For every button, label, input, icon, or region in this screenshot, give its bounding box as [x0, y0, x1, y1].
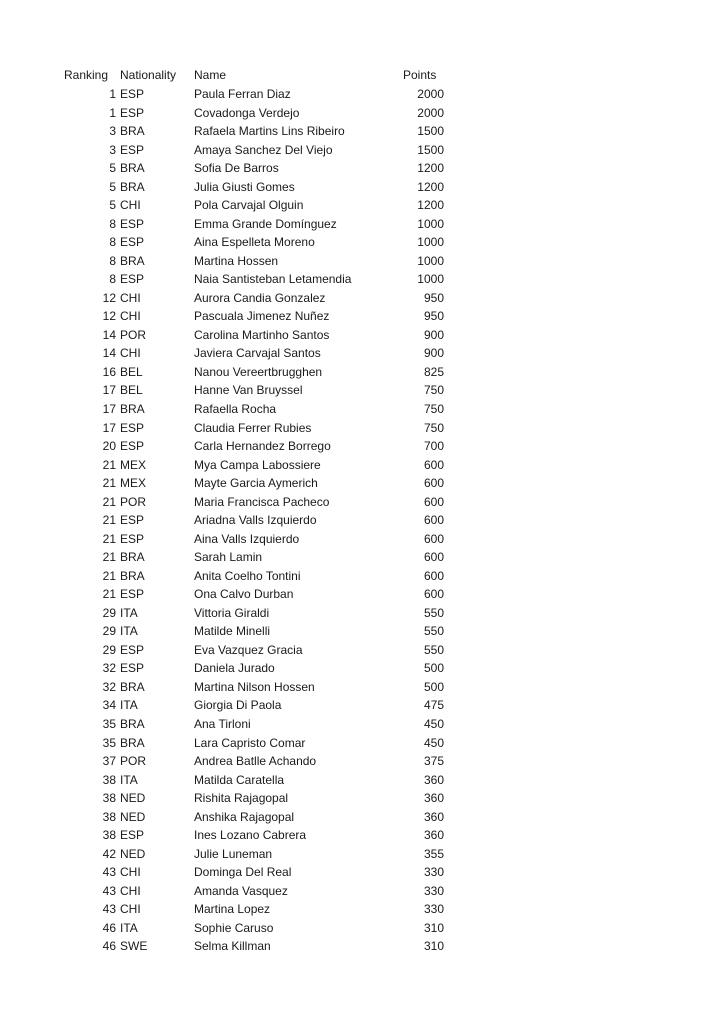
- cell-ranking: 21: [102, 476, 116, 491]
- header-name: Name: [194, 68, 227, 82]
- table-row: [0, 567, 724, 586]
- cell-nationality: CHI: [120, 865, 141, 880]
- table-row: [0, 808, 724, 827]
- cell-name: Rafaella Rocha: [194, 402, 277, 416]
- cell-ranking: 38: [102, 809, 116, 824]
- cell-nationality: CHI: [120, 309, 141, 324]
- cell-name: Anita Coelho Tontini: [194, 568, 301, 583]
- table-row: [0, 289, 724, 308]
- table-row: [0, 159, 724, 178]
- cell-nationality: BRA: [120, 550, 145, 565]
- cell-nationality: MEX: [120, 457, 147, 472]
- table-row: [0, 771, 724, 790]
- cell-name: Rafaela Martins Lins Ribeiro: [194, 124, 345, 139]
- cell-points: 1500: [417, 142, 444, 157]
- cell-nationality: NED: [120, 791, 146, 806]
- cell-nationality: BRA: [120, 735, 145, 750]
- cell-points: 330: [423, 865, 444, 880]
- cell-name: Dominga Del Real: [194, 865, 292, 880]
- cell-points: 450: [423, 735, 444, 750]
- cell-points: 500: [423, 661, 444, 676]
- cell-nationality: CHI: [120, 198, 141, 213]
- cell-nationality: ITA: [120, 605, 138, 620]
- cell-nationality: ITA: [120, 698, 138, 713]
- table-row: [0, 233, 724, 252]
- cell-ranking: 8: [109, 272, 116, 287]
- table-row: [0, 789, 724, 808]
- cell-name: Aurora Candia Gonzalez: [194, 290, 326, 305]
- table-row: [0, 604, 724, 623]
- cell-points: 750: [423, 383, 444, 398]
- cell-name: Matilda Caratella: [194, 772, 285, 787]
- cell-points: 550: [423, 642, 444, 657]
- cell-name: Matilde Minelli: [194, 624, 271, 639]
- cell-name: Sofia De Barros: [194, 161, 279, 176]
- cell-points: 2000: [417, 87, 444, 101]
- cell-ranking: 8: [109, 235, 116, 250]
- cell-ranking: 17: [102, 420, 116, 435]
- cell-nationality: BRA: [120, 179, 145, 194]
- cell-ranking: 21: [102, 550, 116, 565]
- table-row: [0, 122, 724, 141]
- cell-ranking: 46: [102, 920, 116, 935]
- table-row: [0, 270, 724, 289]
- cell-name: Martina Lopez: [194, 902, 271, 917]
- cell-nationality: CHI: [120, 290, 141, 305]
- cell-points: 330: [423, 902, 444, 917]
- cell-nationality: POR: [120, 327, 147, 342]
- cell-ranking: 1: [109, 87, 116, 101]
- table-row: [0, 437, 724, 456]
- table-row: [0, 419, 724, 438]
- cell-points: 600: [423, 476, 444, 491]
- cell-points: 360: [423, 809, 444, 824]
- table-row: [0, 252, 724, 271]
- table-row: [0, 734, 724, 753]
- cell-points: 1200: [417, 198, 444, 213]
- table-row: [0, 937, 724, 956]
- cell-points: 600: [423, 457, 444, 472]
- cell-ranking: 1: [109, 105, 116, 120]
- cell-points: 1200: [417, 179, 444, 194]
- cell-name: Nanou Vereertbrugghen: [194, 364, 323, 379]
- cell-nationality: ESP: [120, 642, 145, 657]
- cell-name: Aina Espelleta Moreno: [194, 235, 315, 250]
- cell-ranking: 17: [102, 402, 116, 416]
- cell-points: 600: [423, 494, 444, 509]
- cell-nationality: ESP: [120, 513, 145, 528]
- cell-nationality: ESP: [120, 87, 145, 101]
- table-row: [0, 474, 724, 493]
- cell-ranking: 42: [102, 846, 116, 861]
- table-row: [0, 622, 724, 641]
- cell-ranking: 21: [102, 494, 116, 509]
- cell-points: 310: [423, 939, 444, 954]
- cell-ranking: 29: [102, 642, 116, 657]
- cell-nationality: BEL: [120, 364, 143, 379]
- header-points: Points: [403, 68, 437, 82]
- cell-points: 550: [423, 605, 444, 620]
- table-row: [0, 493, 724, 512]
- table-row: [0, 511, 724, 530]
- cell-points: 450: [423, 717, 444, 732]
- table-row: [0, 307, 724, 326]
- cell-name: Paula Ferran Diaz: [194, 87, 291, 101]
- cell-nationality: SWE: [120, 939, 148, 954]
- cell-points: 600: [423, 550, 444, 565]
- cell-ranking: 38: [102, 828, 116, 843]
- cell-name: Ana Tirloni: [194, 717, 251, 732]
- cell-name: Emma Grande Domínguez: [194, 216, 337, 231]
- cell-name: Pascuala Jimenez Nuñez: [194, 309, 330, 324]
- cell-name: Maria Francisca Pacheco: [194, 494, 330, 509]
- cell-points: 600: [423, 568, 444, 583]
- cell-points: 700: [423, 439, 444, 454]
- cell-nationality: CHI: [120, 346, 141, 361]
- cell-nationality: ESP: [120, 439, 145, 454]
- cell-points: 600: [423, 531, 444, 546]
- cell-points: 750: [423, 420, 444, 435]
- table-row: [0, 104, 724, 123]
- table-row: [0, 863, 724, 882]
- cell-nationality: MEX: [120, 476, 147, 491]
- cell-ranking: 46: [102, 939, 116, 954]
- cell-name: Julia Giusti Gomes: [194, 179, 295, 194]
- table-row: [0, 696, 724, 715]
- cell-ranking: 21: [102, 513, 116, 528]
- cell-name: Hanne Van Bruyssel: [194, 383, 303, 398]
- table-row: [0, 919, 724, 938]
- cell-nationality: BRA: [120, 161, 145, 176]
- cell-points: 950: [423, 290, 444, 305]
- cell-ranking: 17: [102, 383, 116, 398]
- cell-name: Martina Hossen: [194, 253, 279, 268]
- cell-name: Aina Valls Izquierdo: [194, 531, 300, 546]
- table-row: [0, 363, 724, 382]
- cell-nationality: ESP: [120, 235, 145, 250]
- cell-name: Mya Campa Labossiere: [194, 457, 321, 472]
- table-row: [0, 381, 724, 400]
- table-row: [0, 659, 724, 678]
- cell-nationality: ESP: [120, 587, 145, 602]
- cell-nationality: ITA: [120, 920, 138, 935]
- cell-nationality: CHI: [120, 902, 141, 917]
- cell-ranking: 29: [102, 605, 116, 620]
- cell-ranking: 5: [109, 161, 116, 176]
- cell-nationality: BRA: [120, 253, 145, 268]
- cell-nationality: POR: [120, 494, 147, 509]
- cell-ranking: 5: [109, 198, 116, 213]
- cell-name: Vittoria Giraldi: [194, 605, 270, 620]
- cell-ranking: 43: [102, 865, 116, 880]
- cell-ranking: 20: [102, 439, 116, 454]
- cell-nationality: BRA: [120, 402, 145, 416]
- cell-name: Daniela Jurado: [194, 661, 275, 676]
- cell-ranking: 21: [102, 587, 116, 602]
- cell-name: Sarah Lamin: [194, 550, 263, 565]
- cell-ranking: 35: [102, 717, 116, 732]
- table-row: [0, 715, 724, 734]
- cell-name: Amaya Sanchez Del Viejo: [194, 142, 333, 157]
- cell-ranking: 21: [102, 531, 116, 546]
- cell-name: Lara Capristo Comar: [194, 735, 306, 750]
- cell-name: Selma Killman: [194, 939, 271, 954]
- cell-name: Anshika Rajagopal: [194, 809, 295, 824]
- cell-points: 1000: [417, 253, 444, 268]
- cell-name: Julie Luneman: [194, 846, 273, 861]
- table-row: [0, 585, 724, 604]
- cell-ranking: 12: [102, 309, 116, 324]
- cell-points: 330: [423, 883, 444, 898]
- cell-points: 600: [423, 513, 444, 528]
- cell-points: 1000: [417, 272, 444, 287]
- cell-ranking: 32: [102, 661, 116, 676]
- table-row: [0, 826, 724, 845]
- cell-name: Giorgia Di Paola: [194, 698, 282, 713]
- cell-points: 825: [423, 364, 444, 379]
- cell-ranking: 21: [102, 457, 116, 472]
- cell-ranking: 21: [102, 568, 116, 583]
- cell-nationality: ESP: [120, 661, 145, 676]
- cell-points: 360: [423, 772, 444, 787]
- cell-ranking: 8: [109, 253, 116, 268]
- cell-ranking: 8: [109, 216, 116, 231]
- table-row: [0, 400, 724, 419]
- table-row: [0, 678, 724, 697]
- cell-nationality: ITA: [120, 624, 138, 639]
- cell-points: 310: [423, 920, 444, 935]
- cell-points: 900: [423, 327, 444, 342]
- cell-points: 1200: [417, 161, 444, 176]
- cell-points: 750: [423, 402, 444, 416]
- cell-points: 2000: [417, 105, 444, 120]
- cell-points: 375: [423, 754, 444, 769]
- cell-nationality: ITA: [120, 772, 138, 787]
- cell-ranking: 35: [102, 735, 116, 750]
- cell-name: Ona Calvo Durban: [194, 587, 294, 602]
- cell-name: Covadonga Verdejo: [194, 105, 300, 120]
- cell-nationality: ESP: [120, 420, 145, 435]
- cell-points: 360: [423, 791, 444, 806]
- cell-name: Carla Hernandez Borrego: [194, 439, 331, 454]
- cell-name: Naia Santisteban Letamendia: [194, 272, 352, 287]
- cell-points: 950: [423, 309, 444, 324]
- cell-ranking: 12: [102, 290, 116, 305]
- cell-ranking: 14: [102, 327, 116, 342]
- table-row: [0, 326, 724, 345]
- table-row: [0, 752, 724, 771]
- cell-name: Claudia Ferrer Rubies: [194, 420, 312, 435]
- table-row: [0, 456, 724, 475]
- cell-points: 900: [423, 346, 444, 361]
- cell-ranking: 38: [102, 772, 116, 787]
- cell-nationality: ESP: [120, 216, 145, 231]
- table-row: [0, 641, 724, 660]
- cell-points: 475: [423, 698, 444, 713]
- cell-name: Mayte Garcia Aymerich: [194, 476, 318, 491]
- cell-points: 1500: [417, 124, 444, 139]
- cell-name: Amanda Vasquez: [194, 883, 288, 898]
- cell-name: Pola Carvajal Olguin: [194, 198, 304, 213]
- cell-name: Andrea Batlle Achando: [194, 754, 317, 769]
- table-row: [0, 530, 724, 549]
- cell-points: 500: [423, 679, 444, 694]
- cell-name: Sophie Caruso: [194, 920, 274, 935]
- cell-nationality: BRA: [120, 717, 145, 732]
- table-row: [0, 845, 724, 864]
- cell-ranking: 3: [109, 142, 116, 157]
- header-nationality: Nationality: [120, 68, 177, 82]
- cell-name: Rishita Rajagopal: [194, 791, 289, 806]
- cell-ranking: 32: [102, 679, 116, 694]
- cell-points: 550: [423, 624, 444, 639]
- cell-nationality: ESP: [120, 531, 145, 546]
- table-row: [0, 882, 724, 901]
- cell-nationality: BEL: [120, 383, 143, 398]
- table-row: [0, 344, 724, 363]
- cell-points: 355: [423, 846, 444, 861]
- cell-nationality: BRA: [120, 568, 145, 583]
- cell-name: Eva Vazquez Gracia: [194, 642, 303, 657]
- cell-ranking: 43: [102, 883, 116, 898]
- cell-ranking: 37: [102, 754, 116, 769]
- cell-nationality: POR: [120, 754, 147, 769]
- cell-ranking: 5: [109, 179, 116, 194]
- cell-points: 1000: [417, 216, 444, 231]
- cell-ranking: 29: [102, 624, 116, 639]
- table-row: [0, 215, 724, 234]
- table-row: [0, 178, 724, 197]
- cell-nationality: BRA: [120, 679, 145, 694]
- cell-ranking: 3: [109, 124, 116, 139]
- table-row: [0, 196, 724, 215]
- cell-points: 360: [423, 828, 444, 843]
- cell-points: 600: [423, 587, 444, 602]
- cell-name: Javiera Carvajal Santos: [194, 346, 321, 361]
- cell-ranking: 34: [102, 698, 116, 713]
- cell-name: Martina Nilson Hossen: [194, 679, 315, 694]
- cell-nationality: NED: [120, 846, 146, 861]
- cell-ranking: 38: [102, 791, 116, 806]
- cell-nationality: ESP: [120, 272, 145, 287]
- cell-name: Ariadna Valls Izquierdo: [194, 513, 317, 528]
- header-ranking: Ranking: [64, 68, 109, 82]
- table-row: [0, 548, 724, 567]
- cell-points: 1000: [417, 235, 444, 250]
- cell-name: Carolina Martinho Santos: [194, 327, 330, 342]
- cell-nationality: CHI: [120, 883, 141, 898]
- cell-nationality: NED: [120, 809, 146, 824]
- cell-ranking: 16: [102, 364, 116, 379]
- cell-nationality: ESP: [120, 142, 145, 157]
- cell-ranking: 14: [102, 346, 116, 361]
- cell-nationality: ESP: [120, 828, 145, 843]
- table-row: [0, 141, 724, 160]
- cell-nationality: ESP: [120, 105, 145, 120]
- header-row: [0, 66, 724, 85]
- cell-nationality: BRA: [120, 124, 145, 139]
- cell-ranking: 43: [102, 902, 116, 917]
- table-row: [0, 85, 724, 104]
- table-row: [0, 900, 724, 919]
- cell-name: Ines Lozano Cabrera: [194, 828, 307, 843]
